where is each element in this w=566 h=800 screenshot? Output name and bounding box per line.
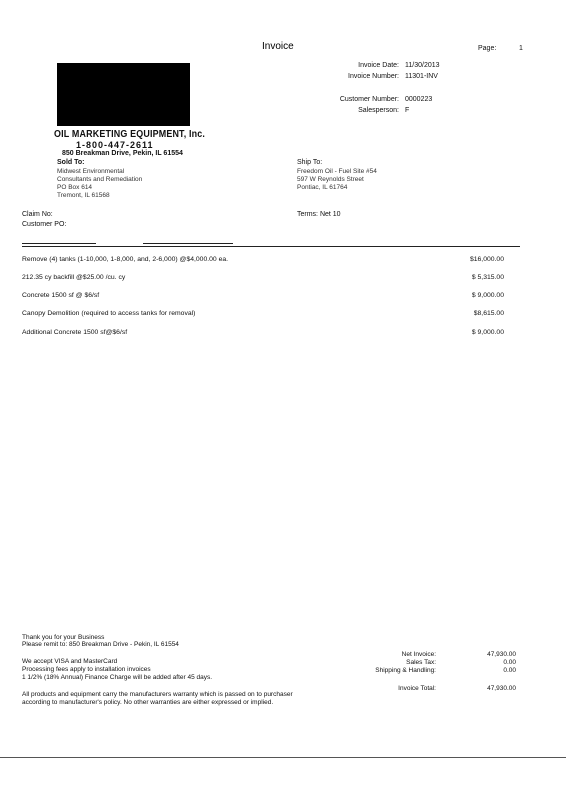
payment-note: 1 1/2% (18% Annual) Finance Charge will be added after 45 days. [22,674,213,681]
separator-line [22,243,96,244]
line-item-amount: $ 5,315.00 [471,274,504,281]
sold-to-line: Tremont, IL 61568 [57,192,110,199]
page-number: 1 [519,45,523,52]
thank-you-note: Thank you for your Business [22,634,105,641]
company-address: 850 Breakman Drive, Pekin, IL 61554 [62,150,183,157]
invoice-total-value: 47,930.00 [487,685,516,692]
ship-to-line: 597 W Reynolds Street [297,176,364,183]
line-item-amount: $ 9,000.00 [471,329,504,336]
invoice-title: Invoice [262,41,294,52]
invoice-number-label: Invoice Number: [348,73,399,80]
invoice-total-label: Invoice Total: [398,685,436,692]
ship-to-label: Ship To: [297,159,323,166]
line-item-description: 212.35 cy backfill @$25.00 /cu. cy [22,274,126,281]
ship-to-line: Freedom Oil - Fuel Site #54 [297,168,377,175]
invoice-date-value: 11/30/2013 [405,62,440,69]
net-invoice-label: Net Invoice: [401,651,436,658]
line-item-amount: $ 9,000.00 [471,292,504,299]
customer-po-label: Customer PO: [22,221,67,228]
shipping-label: Shipping & Handling: [375,667,436,674]
payment-note: We accept VISA and MasterCard [22,658,118,665]
invoice-date-label: Invoice Date: [358,62,399,69]
remit-address: Please remit to: 850 Breakman Drive - Pekin, IL 61554 [22,641,179,648]
separator-line [22,246,520,247]
company-phone: 1-800-447-2611 [76,140,154,150]
sold-to-line: Consultants and Remediation [57,176,143,183]
claim-number-label: Claim No: [22,211,53,218]
warranty-note: according to manufacturer's policy. No other warranties are either expressed or implied. [22,699,274,706]
shipping-value: 0.00 [503,667,516,674]
sold-to-line: PO Box 614 [57,184,93,191]
line-item-amount: $8,615.00 [473,310,504,317]
sales-tax-value: 0.00 [503,659,516,666]
sold-to-label: Sold To: [57,159,85,166]
terms-label: Terms: Net 10 [297,211,341,218]
invoice-number-value: 11301-INV [405,73,438,80]
line-item-description: Remove (4) tanks (1-10,000, 1-8,000, and, 2-6,000) @$4,000.00 ea. [22,256,229,263]
net-invoice-value: 47,930.00 [487,651,516,658]
redacted-logo [57,63,190,126]
salesperson-label: Salesperson: [358,107,399,114]
company-name: OIL MARKETING EQUIPMENT, Inc. [54,128,206,140]
sold-to-line: Midwest Environmental [57,168,125,175]
page-label: Page: [478,45,497,52]
warranty-note: All products and equipment carry the manufacturers warranty which is passed on to purchaser [22,691,293,698]
separator-line [143,243,233,244]
line-item-description: Canopy Demolition (required to access tanks for removal) [22,310,196,317]
line-item-description: Concrete 1500 sf @ $6/sf [22,292,100,299]
line-item-amount: $16,000.00 [469,256,504,263]
customer-number-label: Customer Number: [339,96,399,103]
line-item-description: Additional Concrete 1500 sf@$6/sf [22,329,128,336]
payment-note: Processing fees apply to installation invoices [22,666,151,673]
sales-tax-label: Sales Tax: [406,659,436,666]
customer-number-value: 0000223 [405,96,433,103]
ship-to-line: Pontiac, IL 61764 [297,184,348,191]
salesperson-value: F [405,107,410,114]
bottom-edge-line [0,757,566,758]
